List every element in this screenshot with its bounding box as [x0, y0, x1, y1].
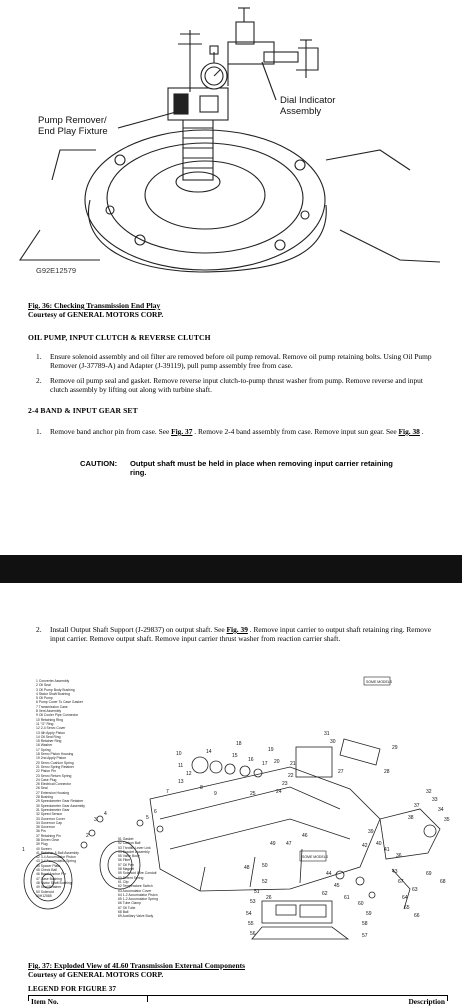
- callout-7: 7: [166, 789, 169, 795]
- legend-entry: 53 Throttle Lever Link: [118, 845, 151, 850]
- legend-entry: 2 Oil Seal: [36, 683, 51, 688]
- callout-63: 63: [412, 887, 418, 893]
- legend-entry: 52 Carbon Ball: [118, 841, 141, 846]
- legend-entry: 30 Speedometer Gear Assembly: [36, 803, 86, 808]
- legend-entry: 13 4th Apply Piston: [36, 730, 66, 735]
- callout-39: 39: [368, 829, 374, 835]
- figure-36-courtesy: Courtesy of GENERAL MOTORS CORP.: [28, 310, 164, 319]
- callout-12: 12: [186, 771, 192, 777]
- legend-entry: 21 Servo Spring Retainer: [36, 764, 75, 769]
- some-models-tag: SOME MODELS: [302, 855, 329, 859]
- legend-entry: 44 Spacer Plate: [36, 863, 61, 868]
- callout-42: 42: [362, 843, 368, 849]
- legend-entry: 37 Retaining Pin: [36, 833, 61, 838]
- callout-44: 44: [326, 871, 332, 877]
- legend-entry: 33 Governor Cover: [36, 816, 65, 821]
- callout-61: 61: [344, 895, 350, 901]
- legend-entry: 63 Accumulator Cover: [118, 888, 152, 893]
- callout-54: 54: [246, 911, 252, 917]
- callout-5: 5: [146, 815, 149, 821]
- legend-entry: 17 Spring: [36, 747, 51, 752]
- legend-entry: 29 Speedometer Gear Retainer: [36, 799, 84, 804]
- legend-entry: 41 Retainer & Ball Assembly: [36, 850, 79, 855]
- page-divider: [0, 555, 462, 583]
- legend-list-right: [118, 837, 158, 919]
- callout-2: 2: [86, 833, 89, 839]
- legend-entry: 67 Oil Tube: [118, 905, 136, 910]
- legend-entry: 57 Oil Pan: [118, 862, 134, 867]
- document-page-1: Pump Remover/ End Play Fixture Dial Indicator Assembly G92E12579 Fig. 36: Checking Transmission End Play Courtesy of GENERAL MOTORS CORP. OIL PUMP, INPUT CLUTCH & REVERSE CLUTCH 1. Ensure solenoid assembly and oil filter are removed before oil pump removal. Remove oil pump retaining bolts. Using Oil Pump Remover (J-37789-A) and Adapter (J-39119), pull pump assembly free from case. 2. Remove oil pump seal and gasket. Remove reverse input clutch-to-pump thrust washer from pump. Remove reverse and input clutch assembly by lifting out along with turbine shaft. 2-4 BAND & INPUT GEAR SET 1. Remove band anchor pin from case. See Fig. 37 . Remove 2-4 band assembly from case. Remove input sun gear. See Fig. 38 . CAUTION: Output shaft must be held in place when removing input carrier retaining ring.: [0, 0, 462, 555]
- callout-31: 31: [324, 731, 330, 737]
- callout-13: 13: [178, 779, 184, 785]
- callout-69: 69: [426, 871, 432, 877]
- legend-entry: 65 1-2 Accumulator Spring: [118, 897, 158, 902]
- legend-entry: 61 Clip: [118, 879, 129, 884]
- table-col-item-no: Item No.: [31, 997, 59, 1006]
- callout-56: 56: [250, 931, 256, 937]
- legend-entry: 20 Servo Cushion Spring: [36, 760, 74, 765]
- callout-53: 53: [250, 899, 256, 905]
- callout-47: 47: [286, 841, 292, 847]
- callout-67: 67: [398, 879, 404, 885]
- legend-entry: 39 Plug: [36, 842, 48, 847]
- legend-entry: 11 "O" Ring: [36, 721, 54, 726]
- legend-entry: 90H12585: [36, 893, 52, 898]
- legend-entry: 31 Speedometer Gear: [36, 807, 70, 812]
- legend-entry: 26 Seal: [36, 786, 48, 791]
- callout-17: 17: [262, 761, 268, 767]
- callout-numbers: [22, 731, 450, 939]
- legend-entry: 62 Temperature Switch: [118, 884, 153, 889]
- callout-51: 51: [254, 889, 260, 895]
- callout-52: 52: [262, 879, 268, 885]
- legend-entry: 32 Speed Sensor: [36, 812, 63, 817]
- callout-3: 3: [94, 817, 97, 823]
- callout-62: 62: [322, 891, 328, 897]
- callout-25: 25: [250, 791, 256, 797]
- legend-entry: 4 Stator Shaft Bushing: [36, 691, 70, 696]
- section-band-title: 2-4 BAND & INPUT GEAR SET: [28, 406, 138, 415]
- callout-16: 16: [248, 757, 254, 763]
- legend-entry: 64 1-2 Accumulator Piston: [118, 892, 158, 897]
- figure-36-caption: [28, 301, 163, 319]
- end-play-illustration: [0, 0, 462, 290]
- legend-entry: 9 Oil Cooler Pipe Connector: [36, 713, 79, 718]
- callout-33: 33: [432, 797, 438, 803]
- legend-entry: 42 3-4 Accumulator Piston: [36, 855, 76, 860]
- callout-58: 58: [362, 921, 368, 927]
- legend-entry: 43 3-4 Accumulator Spring: [36, 859, 76, 864]
- callout-57: 57: [362, 933, 368, 939]
- legend-title: LEGEND FOR FIGURE 37: [28, 985, 117, 993]
- callout-18: 18: [236, 741, 242, 747]
- figure-37-courtesy: Courtesy of GENERAL MOTORS CORP.: [28, 970, 164, 979]
- legend-entry: 66 Tube Clamp: [118, 901, 141, 906]
- legend-entry: 45 Check Ball: [36, 868, 57, 873]
- legend-entry: 3 Oil Pump Body Bushing: [36, 687, 75, 692]
- callout-1: 1: [22, 847, 25, 853]
- callout-55: 55: [248, 921, 254, 927]
- legend-entry: 25 Electrical Connector: [36, 782, 72, 787]
- legend-entry: 15 Retainer Ring: [36, 739, 62, 744]
- legend-entry: 68 Ball: [118, 910, 129, 915]
- legend-entry: 36 Pin: [36, 829, 46, 834]
- legend-list-left: [36, 679, 85, 898]
- legend-entry: 8 Vent Assembly: [36, 709, 62, 714]
- legend-entry: 55 Valve Body: [118, 854, 140, 859]
- callout-45: 45: [334, 883, 340, 889]
- legend-entry: 58 Magnet: [118, 867, 135, 872]
- callout-37: 37: [414, 803, 420, 809]
- legend-entry: 54 Bracket Assembly: [118, 849, 150, 854]
- callout-6: 6: [154, 809, 157, 815]
- fig-37-link[interactable]: Fig. 37: [171, 427, 193, 436]
- callout-66: 66: [414, 913, 420, 919]
- callout-28: 28: [384, 769, 390, 775]
- fig-38-link[interactable]: Fig. 38: [398, 427, 420, 436]
- legend-entry: 69 Auxiliary Valve Body: [118, 914, 154, 919]
- callout-20: 20: [274, 759, 280, 765]
- callout-11: 11: [178, 763, 184, 769]
- callout-46: 46: [302, 833, 308, 839]
- callout-24: 24: [276, 789, 282, 795]
- callout-4: 4: [104, 811, 107, 817]
- legend-entry: 10 Retaining Ring: [36, 717, 63, 722]
- callout-14: 14: [206, 749, 212, 755]
- callout-59: 59: [366, 911, 372, 917]
- legend-entry: 60 Detent Spring: [118, 875, 144, 880]
- callout-35: 35: [444, 817, 450, 823]
- callout-23: 23: [282, 781, 288, 787]
- legend-entry: 40 Screen: [36, 846, 52, 851]
- legend-entry: 49 Seal Retainer: [36, 885, 62, 890]
- callout-22: 22: [288, 773, 294, 779]
- legend-entry: 56 Filter: [118, 858, 131, 863]
- callout-34: 34: [438, 807, 444, 813]
- figure-37-caption: [28, 961, 245, 979]
- legend-entry: 48 Stator Shaft Bushing: [36, 880, 72, 885]
- callout-19: 19: [268, 747, 274, 753]
- legend-entry: 16 Washer: [36, 743, 53, 748]
- legend-entry: 12 2-4 Servo Cover: [36, 726, 66, 731]
- callout-10: 10: [176, 751, 182, 757]
- callout-48: 48: [244, 865, 250, 871]
- legend-entry: 18 Servo Piston Housing: [36, 752, 74, 757]
- callout-68: 68: [440, 879, 446, 885]
- document-page-2: 2. Install Output Shaft Support (J-29837) on output shaft. See Fig. 39 . Remove input carrier to output shaft retaining ring. Remove input carrier. Remove output shaft. Remove input carrier thrust washer from reaction carrier shaft. SOME MODELS SOME MODELS 10 11 12 13 14 15 16 17 18 19 20 21 22 23 24 25 26 27 28 29 30 31 32 33 34 35 36 37 38 39 40 41 42 43 44 45 46 47 48 49 50 51 52 53 54 55 56 57 58 59 60 61 62 63 64 65 66 67 68 69 1 2 3 4 5 6 7 8 9 1 Converter Assembly 2 Oil Seal 3 Oil Pump Body Bushing 4 Stator Shaft Bushing 5 Oil Pump 6 Pump Cover To Case Gasket 7 Transmission Case 8 Vent Assembly 9 Oil Cooler Pipe Connector 10 Retaining Ring 11 "O" Ring 12 2-4 Servo Cover 13 4th Apply Piston 14 Oil Seal Ring 15 Retainer Ring 16 Washer 17 Spring 18 Servo Piston Housing 19 2nd Apply Piston 20 Servo Cushion Spring 21 Servo Spring Retainer 22 Piston Pin 23 Servo Return Spring 24 Case Plug 25 Electrical Connector 26 Seal 27 Extension Housing 28 Bushing 29 Speedometer Gear Retainer 30 Speedometer Gear Assembly 31 Speedometer Gear 32 Speed Sensor 33 Governor Cover 34 Governor Cap 35 Governor 36 Pin 37 Retaining Pin 38 Driven Gear 39 Plug 40 Screen 41 Retainer & Ball Assembly 42 3-4 Accumulator Piston 43 3-4 Accumulator Spring 44 Spacer Plate 45 Check Ball 46 Band Anchor Pin 47 Case Bushing 48 Stator Shaft Bushing 49 Seal Retainer 50 Solenoid 90H12585 51 Gasket 52 Carbon Ball 53 Throttle Lever Link 54 Bracket Assembly 55 Valve Body 56 Filter 57 Oil Pan 58 Magnet 59 Solenoid Wire Conduit 60 Detent Spring 61 Clip 62 Temperature Switch 63 Accumulator Cover 64 1-2 Accumulator Piston 65 1-2 Accumulator Spring 66 Tube Clamp 67 Oil Tube 68 Ball 69 Auxiliary Valve Body Fig. 37: Exploded View of 4L60 Transmission External Components Courtesy of GENERAL MOTORS CORP. LEGEND FOR FIGURE 37 Item No. Description: [0, 583, 462, 1000]
- callout-38: 38: [408, 815, 414, 821]
- callout-36: 36: [396, 853, 402, 859]
- fig-39-link[interactable]: Fig. 39: [226, 625, 248, 634]
- callout-60: 60: [358, 901, 364, 907]
- callout-43: 43: [392, 869, 398, 875]
- legend-entry: 7 Transmission Case: [36, 704, 68, 709]
- legend-entry: 23 Servo Return Spring: [36, 773, 72, 778]
- legend-entry: 34 Governor Cap: [36, 820, 63, 825]
- callout-29: 29: [392, 745, 398, 751]
- legend-entry: 38 Driven Gear: [36, 837, 59, 842]
- legend-entry: 1 Converter Assembly: [36, 679, 70, 683]
- callout-64: 64: [402, 895, 408, 901]
- legend-entry: 35 Governor: [36, 825, 55, 830]
- callout-15: 15: [232, 753, 238, 759]
- legend-entry: 22 Piston Pin: [36, 769, 56, 774]
- legend-entry: 14 Oil Seal Ring: [36, 734, 61, 739]
- callout-27: 27: [338, 769, 344, 775]
- callout-49: 49: [270, 841, 276, 847]
- legend-entry: 59 Solenoid Wire Conduit: [118, 871, 157, 876]
- callout-41: 41: [384, 847, 390, 853]
- callout-9: 9: [214, 791, 217, 797]
- table-col-description: Description: [408, 997, 445, 1006]
- legend-entry: 28 Bushing: [36, 795, 53, 800]
- callout-32: 32: [426, 789, 432, 795]
- callout-65: 65: [404, 905, 410, 911]
- figure-code: G92E12579: [36, 266, 77, 275]
- legend-entry: 19 2nd Apply Piston: [36, 756, 66, 761]
- figure-36-title-link[interactable]: Fig. 36: Checking Transmission End Play: [28, 301, 161, 310]
- dial-indicator-label: Dial Indicator Assembly: [280, 95, 336, 117]
- callout-26: 26: [266, 895, 272, 901]
- legend-entry: 5 Oil Pump: [36, 696, 53, 701]
- legend-table-header: [28, 995, 448, 1006]
- some-models-tag-top: SOME MODELS: [366, 680, 393, 684]
- legend-entry: 50 Solenoid: [36, 889, 54, 894]
- caution-label: CAUTION:: [80, 459, 118, 468]
- section-oil-pump-title: OIL PUMP, INPUT CLUTCH & REVERSE CLUTCH: [28, 333, 211, 342]
- legend-entry: 6 Pump Cover To Case Gasket: [36, 700, 83, 705]
- callout-8: 8: [200, 785, 203, 791]
- legend-entry: 51 Gasket: [118, 837, 134, 841]
- legend-entry: 47 Case Bushing: [36, 876, 62, 881]
- pump-remover-label: Pump Remover/ End Play Fixture: [38, 115, 108, 137]
- callout-21: 21: [290, 761, 296, 767]
- figure-37-title-link[interactable]: Fig. 37: Exploded View of 4L60 Transmission External Components: [28, 961, 246, 970]
- callout-30: 30: [330, 739, 336, 745]
- callout-50: 50: [262, 863, 268, 869]
- caution-text: Output shaft must be held in place when removing input carrier retaining ring.: [130, 459, 393, 477]
- legend-entry: 24 Case Plug: [36, 777, 57, 782]
- callout-40: 40: [376, 841, 382, 847]
- legend-entry: 46 Band Anchor Pin: [36, 872, 66, 877]
- legend-entry: 27 Extension Housing: [36, 790, 69, 795]
